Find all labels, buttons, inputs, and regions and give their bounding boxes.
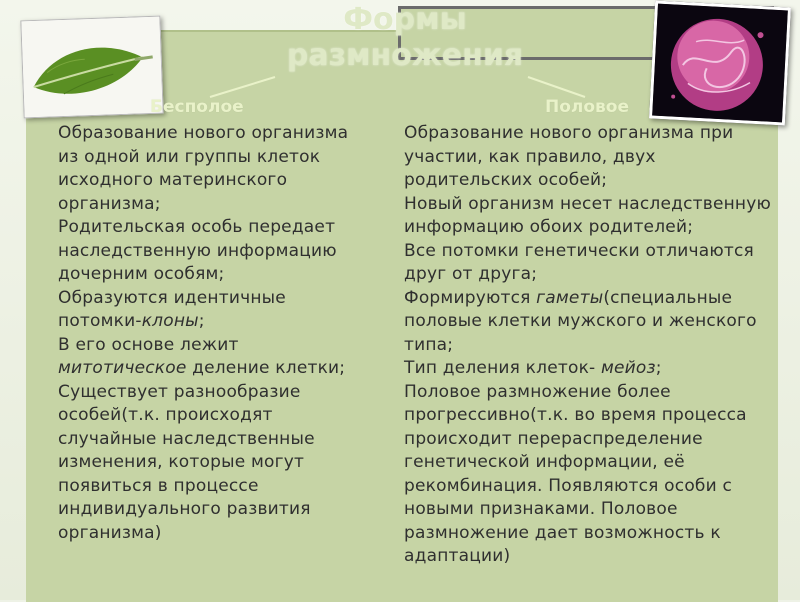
sexual-item-text: Формируются bbox=[404, 287, 537, 308]
asexual-item bbox=[34, 216, 369, 287]
sexual-item-text: Тип деления клеток- bbox=[404, 358, 601, 378]
cell-icon bbox=[652, 4, 788, 123]
sexual-heading: Половое bbox=[545, 97, 630, 117]
sexual-item bbox=[380, 240, 780, 287]
leaf-icon bbox=[21, 17, 162, 118]
asexual-item bbox=[34, 334, 369, 381]
asexual-item-text: Образуются идентичные потомки- bbox=[58, 287, 286, 331]
sexual-item-text: Все потомки генетически отличаются друг от друга; bbox=[404, 240, 754, 284]
sexual-item-text: Образование нового организма при участии, как правило, двух родительских особей; bbox=[404, 123, 734, 190]
sexual-item-text: Половое размножение более прогрессивно(т.к. во время процесса происходит перераспределение генетической информации, её рекомбинация. Появляются особи с новыми признаками. Половое размножение дает возможность к адаптации) bbox=[404, 381, 747, 566]
sexual-list bbox=[380, 122, 780, 569]
asexual-item-text: митотическое bbox=[58, 358, 187, 378]
sexual-item-text: Новый организм несет наследственную информацию обоих родителей; bbox=[404, 193, 772, 237]
sexual-item bbox=[380, 122, 780, 193]
asexual-item-text: деление клетки; bbox=[186, 358, 346, 378]
sexual-item-text: гаметы bbox=[536, 287, 604, 308]
sexual-item-text: мейоз bbox=[601, 358, 656, 378]
asexual-item-text: клоны bbox=[141, 311, 199, 331]
sexual-item bbox=[380, 381, 780, 569]
sexual-item bbox=[380, 193, 780, 240]
title-line-1: Формы bbox=[343, 2, 467, 37]
slide-title bbox=[230, 2, 580, 74]
asexual-item-text: Образование нового организма из одной или группы клеток исходного материнского организма; bbox=[58, 123, 349, 214]
asexual-item-text: В его основе лежит bbox=[58, 334, 239, 355]
asexual-item-text: ; bbox=[198, 311, 205, 331]
sexual-item-text: (специальные половые клетки мужского и женского типа; bbox=[404, 287, 757, 355]
asexual-item bbox=[34, 381, 369, 546]
asexual-item-text: Существует разнообразие особей(т.к. происходят случайные наследственные изменения, которые могут появиться в процессе индивидуального развития организма) bbox=[58, 381, 315, 543]
sexual-item bbox=[380, 357, 780, 381]
sexual-item bbox=[380, 287, 780, 358]
asexual-list bbox=[34, 122, 369, 545]
asexual-item bbox=[34, 287, 369, 334]
leaf-photo bbox=[20, 16, 163, 119]
asexual-item-text: Родительская особь передает наследственную информацию дочерним особям; bbox=[58, 217, 337, 284]
sexual-item-text: ; bbox=[655, 358, 662, 378]
asexual-heading: Бесполое bbox=[150, 97, 244, 117]
cell-photo bbox=[649, 1, 791, 126]
title-line-2: размножения bbox=[286, 38, 524, 73]
asexual-item bbox=[34, 122, 369, 216]
